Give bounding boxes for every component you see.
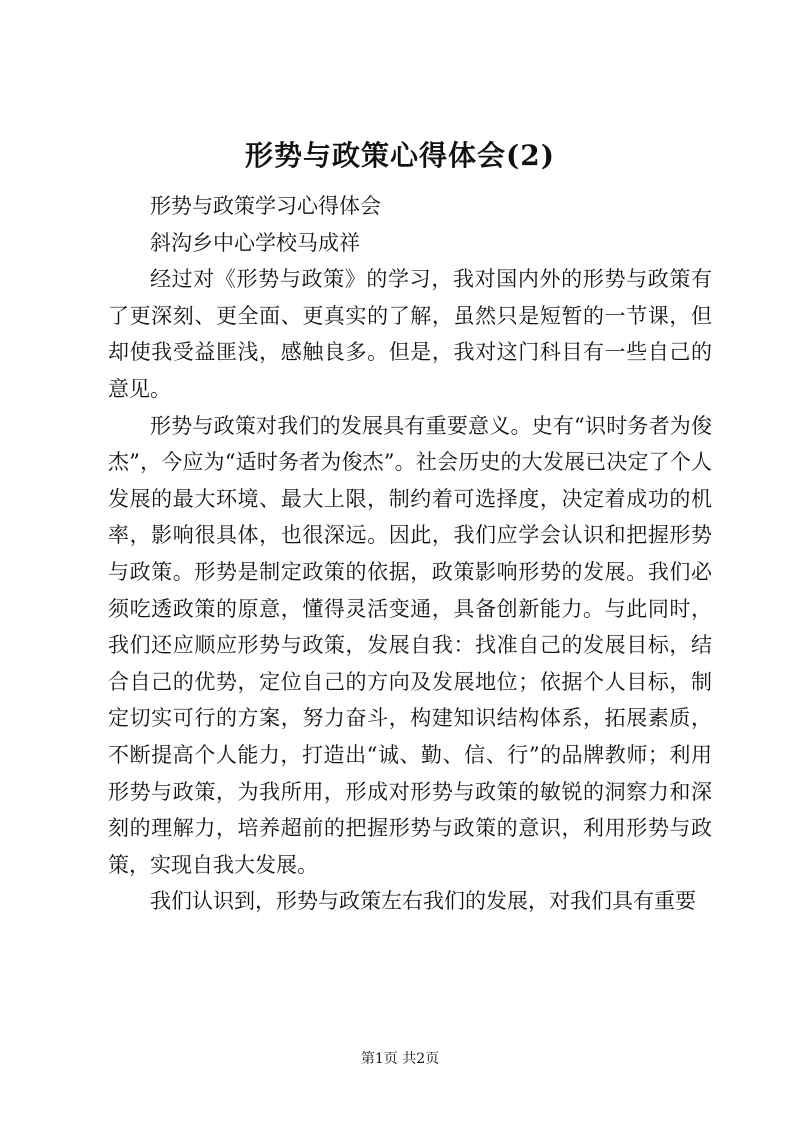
body-paragraph: 形势与政策对我们的发展具有重要意义。史有“识时务者为俊杰”，今应为“适时务者为俊杰”。社会历史的大发展已决定了个人发展的最大环境、最大上限，制约着可选择度，决定着成功的机率，影响很具体，也很深远。因此，我们应学会认识和把握形势与政策。形势是制定政策的依据，政策影响形势的发展。我们必须吃透政策的原意，懂得灵活变通，具备创新能力。与此同时，我们还应顺应形势与政策，发展自我：找准自己的发展目标，结合自己的优势，定位自己的方向及发展地位；依据个人目标，制定切实可行的方案，努力奋斗，构建知识结构体系，拓展素质，不断提高个人能力，打造出“诚、勤、信、行”的品牌教师；利用形势与政策，为我所用，形成对形势与政策的敏锐的洞察力和深刻的理解力，培养超前的把握形势与政策的意识，利用形势与政策，实现自我大发展。 [108, 413, 712, 877]
body-paragraph: 经过对《形势与政策》的学习，我对国内外的形势与政策有了更深刻、更全面、更真实的了解，虽然只是短暂的一节课，但却使我受益匪浅，感触良多。但是，我对这门科目有一些自己的意见。 [108, 267, 712, 401]
document-title: 形势与政策心得体会(2) [245, 139, 555, 172]
document-body [108, 188, 712, 920]
subtitle-paragraph: 形势与政策学习心得体会 [150, 194, 381, 218]
body-paragraph: 我们认识到，形势与政策左右我们的发展，对我们具有重要 [150, 889, 696, 914]
author-paragraph: 斜沟乡中心学校马成祥 [150, 230, 360, 255]
page-footer: 第1页 共2页 [360, 1051, 440, 1067]
